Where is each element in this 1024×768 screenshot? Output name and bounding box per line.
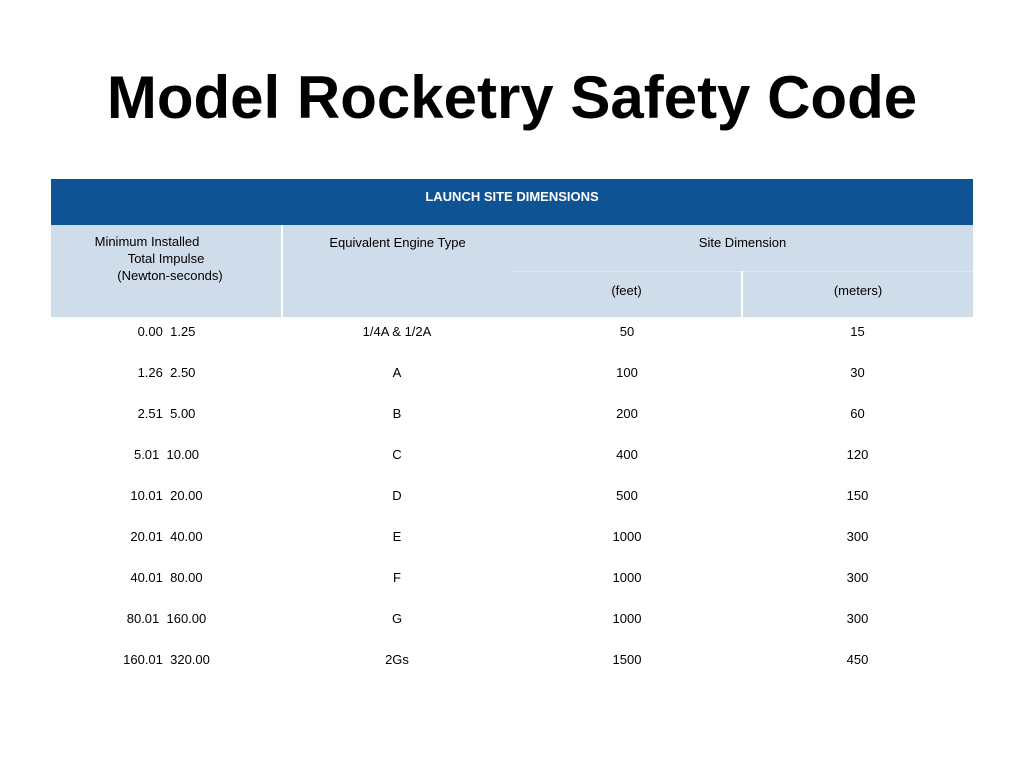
header-feet: (feet) (512, 271, 742, 317)
cell-engine: C (392, 447, 402, 462)
cell-meters: 30 (850, 365, 865, 380)
cell-feet: 200 (616, 406, 638, 421)
cell-impulse: 5.01 10.00 (133, 447, 200, 462)
header-impulse-line2: Total Impulse (127, 251, 205, 266)
cell-engine: D (392, 488, 402, 503)
cell-meters: 450 (846, 652, 869, 667)
cell-feet: 1000 (612, 570, 642, 585)
launch-site-table (51, 179, 973, 686)
cell-meters: 300 (846, 611, 869, 626)
cell-engine: 1/4A & 1/2A (362, 324, 432, 339)
cell-meters: 150 (846, 488, 869, 503)
table-banner: LAUNCH SITE DIMENSIONS (51, 179, 973, 225)
header-impulse (51, 225, 282, 317)
cell-engine: E (392, 529, 402, 544)
table-banner-row (51, 179, 973, 225)
cell-meters: 300 (846, 570, 869, 585)
cell-engine: G (391, 611, 403, 626)
cell-feet: 500 (616, 488, 638, 503)
header-impulse-line3: (Newton-seconds) (117, 268, 223, 283)
cell-impulse: 1.26 2.50 (137, 365, 196, 380)
table-row (51, 522, 973, 563)
cell-feet: 400 (616, 447, 638, 462)
cell-meters: 15 (850, 324, 865, 339)
cell-feet: 1000 (612, 529, 642, 544)
cell-impulse: 10.01 20.00 (130, 488, 203, 503)
cell-feet: 1500 (612, 652, 642, 667)
header-meters: (meters) (742, 271, 973, 317)
cell-impulse: 40.01 80.00 (130, 570, 203, 585)
header-engine: Equivalent Engine Type (282, 225, 512, 317)
cell-engine: 2Gs (385, 652, 409, 667)
cell-engine: B (392, 406, 402, 421)
header-impulse-line1: Minimum Installed (94, 234, 200, 249)
table-row (51, 317, 973, 358)
cell-feet: 50 (619, 324, 635, 339)
table-row (51, 481, 973, 522)
cell-impulse: 20.01 40.00 (130, 529, 203, 544)
cell-impulse: 160.01 320.00 (123, 652, 210, 667)
page-title: Model Rocketry Safety Code (106, 64, 918, 131)
table-row (51, 358, 973, 399)
cell-engine: A (392, 365, 402, 380)
table-header-row (51, 225, 973, 271)
cell-feet: 100 (616, 365, 638, 380)
table-row (51, 563, 973, 604)
table-row (51, 604, 973, 645)
cell-engine: F (393, 570, 401, 585)
cell-impulse: 0.00 1.25 (137, 324, 196, 339)
table-row (51, 645, 973, 686)
table-row (51, 440, 973, 481)
cell-meters: 60 (850, 406, 865, 421)
cell-impulse: 2.51 5.00 (137, 406, 196, 421)
cell-feet: 1000 (612, 611, 642, 626)
table-row (51, 399, 973, 440)
cell-impulse: 80.01 160.00 (126, 611, 207, 626)
cell-meters: 120 (846, 447, 869, 462)
cell-meters: 300 (846, 529, 869, 544)
header-site-dimension: Site Dimension (512, 225, 973, 271)
